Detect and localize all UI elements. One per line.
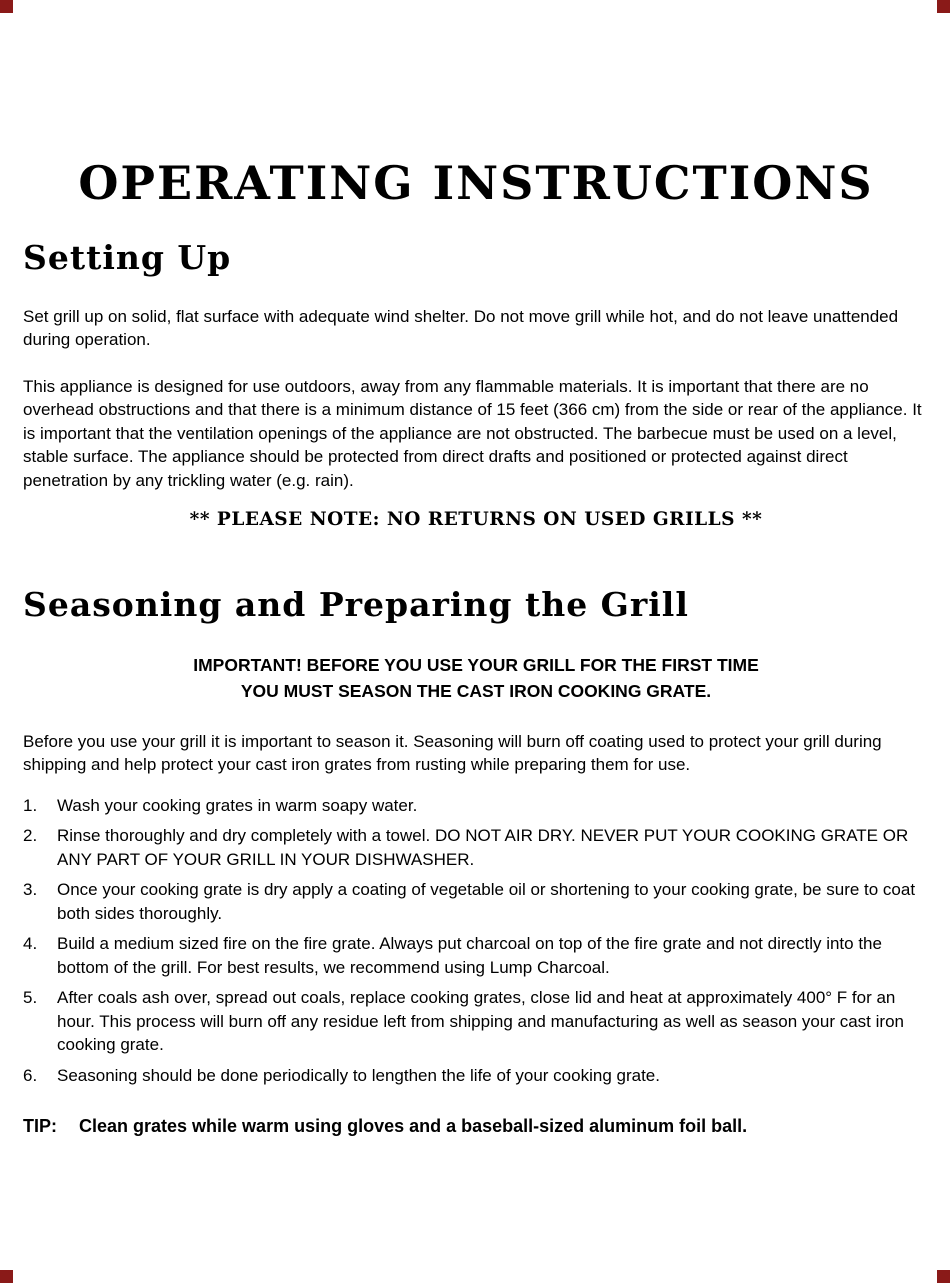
corner-marker-bottom-left (0, 1270, 13, 1283)
corner-marker-top-right (937, 0, 950, 13)
list-item (23, 878, 929, 925)
document-page (23, 0, 929, 1156)
step-text: After coals ash over, spread out coals, replace cooking grates, close lid and heat at approximately 400° F for an hour. This process will burn off any residue left from shipping and manufacturing as well as season your cast iron cooking grate. (57, 988, 904, 1055)
step-text: Wash your cooking grates in warm soapy water. (57, 795, 418, 815)
tip-text: Clean grates while warm using gloves and a baseball-sized aluminum foil ball. (79, 1116, 748, 1137)
important-notice (23, 652, 929, 704)
section-heading-seasoning: Seasoning and Preparing the Grill (23, 585, 689, 625)
step-number: 1. (23, 795, 38, 815)
setting-up-paragraph-1: Set grill up on solid, flat surface with adequate wind shelter. Do not move grill while hot, and do not leave unattended during operation. (23, 306, 899, 350)
step-text: Seasoning should be done periodically to lengthen the life of your cooking grate. (57, 1065, 660, 1085)
tip-label: TIP: (23, 1116, 57, 1137)
step-number: 6. (23, 1065, 38, 1085)
setting-up-paragraph-2: This appliance is designed for use outdoors, away from any flammable materials. It is important that there are no overhead obstructions and that there is a minimum distance of 15 feet (366 cm) from the side or rear of the appliance. It is important that the ventilation openings of the appliance are not obstructed. The barbecue must be used on a level, stable surface. The appliance should be protected from direct drafts and positioned or protected against direct penetration by any trickling water (e.g. rain). (23, 376, 922, 490)
list-item (23, 794, 929, 818)
step-text: Build a medium sized fire on the fire grate. Always put charcoal on top of the fire grate and not directly into the bottom of the grill. For best results, we recommend using Lump Charcoal. (57, 934, 882, 977)
seasoning-intro-paragraph: Before you use your grill it is important to season it. Seasoning will burn off coating used to protect your grill during shipping and help protect your cast iron grates from rusting while preparing them for use. (23, 731, 882, 775)
list-item (23, 932, 929, 979)
tip-line (23, 1114, 929, 1138)
list-item (23, 824, 929, 871)
list-item (23, 1064, 929, 1088)
corner-marker-top-left (0, 0, 13, 13)
important-notice-line-1: IMPORTANT! BEFORE YOU USE YOUR GRILL FOR THE FIRST TIME (193, 654, 759, 675)
step-number: 3. (23, 880, 38, 900)
no-returns-note: ** PLEASE NOTE: NO RETURNS ON USED GRILLS ** (189, 509, 763, 531)
step-number: 4. (23, 934, 38, 954)
important-notice-line-2: YOU MUST SEASON THE CAST IRON COOKING GRATE. (240, 680, 712, 701)
step-number: 2. (23, 826, 38, 846)
step-number: 5. (23, 988, 38, 1008)
list-item (23, 986, 929, 1057)
section-heading-setting-up: Setting Up (23, 238, 232, 278)
step-text: Once your cooking grate is dry apply a coating of vegetable oil or shortening to your cooking grate, be sure to coat both sides thoroughly. (57, 880, 916, 923)
document-title: OPERATING INSTRUCTIONS (78, 156, 874, 210)
corner-marker-bottom-right (937, 1270, 950, 1283)
step-text: Rinse thoroughly and dry completely with a towel. DO NOT AIR DRY. NEVER PUT YOUR COOKING GRATE OR ANY PART OF YOUR GRILL IN YOUR DISHWASHER. (57, 826, 909, 869)
seasoning-steps-list (23, 794, 929, 1088)
